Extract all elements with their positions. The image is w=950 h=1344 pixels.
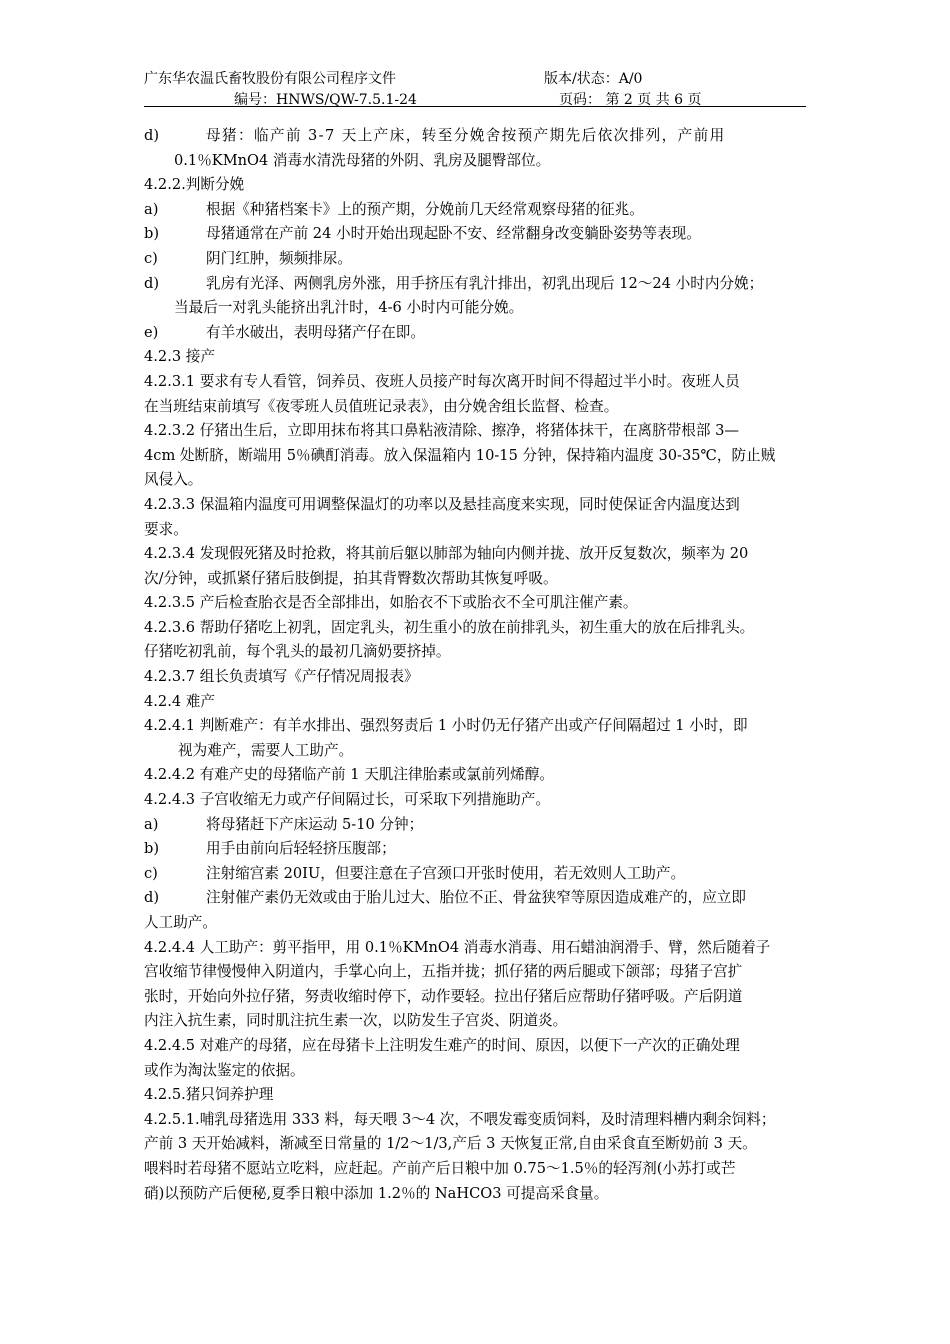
page-number: 页码： 第 2 页 共 6 页 — [559, 92, 702, 108]
text-line — [144, 862, 806, 887]
paragraph-text: 注射缩宫素 20IU，但要注意在子宫颈口开张时使用，若无效则人工助产。 — [206, 864, 686, 882]
paragraph-text: 0.1％KMnO4 消毒水清洗母猪的外阴、乳房及腿臀部位。 — [174, 151, 551, 169]
text-line — [144, 960, 806, 985]
paragraph-text: 用手由前向后轻轻挤压腹部； — [206, 840, 396, 858]
text-line — [144, 198, 806, 223]
paragraph-text: 产前 3 天开始减料，渐减至日常量的 1/2～1/3,产后 3 天恢复正常,自由采食直至断奶前 3 天。 — [144, 1135, 757, 1153]
paragraph-text: 或作为淘汰鉴定的依据。 — [144, 1061, 305, 1079]
text-line — [144, 1034, 806, 1059]
paragraph-text: 次/分钟，或抓紧仔猪后肢倒提，拍其背臀数次帮助其恢复呼吸。 — [144, 569, 558, 587]
paragraph-text: 根据《种猪档案卡》上的预产期，分娩前几天经常观察母猪的征兆。 — [206, 200, 644, 218]
text-line — [144, 542, 806, 567]
paragraph-text: 4.2.4 难产 — [144, 692, 215, 710]
paragraph-text: 4.2.4.5 对难产的母猪，应在母猪卡上注明发生难产的时间、原因，以便下一产次的正确处理 — [144, 1036, 740, 1054]
paragraph-text: 在当班结束前填写《夜零班人员值班记录表》，由分娩舍组长监督、检查。 — [144, 397, 619, 415]
text-line — [144, 1182, 806, 1207]
text-line — [144, 272, 806, 297]
text-line — [144, 837, 806, 862]
paragraph-text: 有羊水破出，表明母猪产仔在即。 — [206, 323, 425, 341]
text-line — [144, 1009, 806, 1034]
text-line — [144, 1083, 806, 1108]
list-item-label: b) — [144, 225, 160, 243]
paragraph-text: 4cm 处断脐，断端用 5％碘酊消毒。放入保温箱内 10-15 分钟，保持箱内温度 30-35℃，防止贼 — [144, 446, 776, 464]
paragraph-text: 喂料时若母猪不愿站立吃料，应赶起。产前产后日粮中加 0.75～1.5％的轻泻剂(小苏打或芒 — [144, 1159, 736, 1177]
text-line — [144, 788, 806, 813]
text-line — [144, 370, 806, 395]
paragraph-text: 内注入抗生素，同时肌注抗生素一次，以防发生子宫炎、阴道炎。 — [144, 1012, 568, 1030]
paragraph-text: 4.2.4.2 有难产史的母猪临产前 1 天肌注律胎素或氯前列烯醇。 — [144, 766, 554, 784]
text-line — [144, 665, 806, 690]
document-code: 编号：HNWS/QW-7.5.1-24 — [234, 92, 417, 108]
paragraph-text: 硝)以预防产后便秘,夏季日粮中添加 1.2％的 NaHCO3 可提高采食量。 — [144, 1184, 609, 1202]
paragraph-text: 4.2.3.7 组长负责填写《产仔情况周报表》 — [144, 668, 419, 686]
paragraph-text: 注射催产素仍无效或由于胎儿过大、胎位不正、骨盆狭窄等原因造成难产的，应立即 — [206, 889, 746, 907]
text-line — [144, 911, 806, 936]
text-line — [144, 395, 806, 420]
text-line — [144, 985, 806, 1010]
paragraph-text: 将母猪赶下产床运动 5-10 分钟； — [206, 815, 424, 833]
text-line — [144, 813, 806, 838]
text-line — [144, 345, 806, 370]
text-line — [144, 640, 806, 665]
paragraph-text: 乳房有光泽、两侧乳房外涨，用手挤压有乳汁排出，初乳出现后 12～24 小时内分娩； — [206, 274, 764, 292]
text-line — [144, 1132, 806, 1157]
paragraph-text: 4.2.3.6 帮助仔猪吃上初乳，固定乳头，初生重小的放在前排乳头，初生重大的放在后排乳头。 — [144, 618, 755, 636]
list-item-label: b) — [144, 840, 160, 858]
paragraph-text: 当最后一对乳头能挤出乳汁时，4-6 小时内可能分娩。 — [174, 299, 524, 317]
list-item-label: e) — [144, 323, 159, 341]
paragraph-text: 4.2.5.猪只饲养护理 — [144, 1086, 274, 1104]
text-line — [144, 714, 806, 739]
paragraph-text: 宫收缩节律慢慢伸入阴道内，手掌心向上，五指并拢；抓仔猪的两后腿或下颌部；母猪子宫扩 — [144, 963, 743, 981]
text-line — [144, 222, 806, 247]
text-line — [144, 321, 806, 346]
document-body — [144, 124, 806, 1206]
paragraph-text: 4.2.2.判断分娩 — [144, 176, 245, 194]
list-item-label: a) — [144, 815, 159, 833]
list-item-label: d) — [144, 274, 160, 292]
paragraph-text: 要求。 — [144, 520, 188, 538]
list-item-label: c) — [144, 864, 158, 882]
paragraph-text: 4.2.4.1 判断难产：有羊水排出、强烈努责后 1 小时仍无仔猪产出或产仔间隔超过 1 小时，即 — [144, 717, 748, 735]
text-line — [144, 149, 806, 174]
paragraph-text: 阴门红肿，频频排尿。 — [206, 249, 352, 267]
paragraph-text: 4.2.5.1.哺乳母猪选用 333 料，每天喂 3～4 次，不喂发霉变质饲料，及时清理料槽内剩余饲料； — [144, 1110, 776, 1128]
paragraph-text: 仔猪吃初乳前，每个乳头的最初几滴奶要挤掉。 — [144, 643, 451, 661]
text-line — [144, 247, 806, 272]
text-line — [144, 493, 806, 518]
text-line — [144, 690, 806, 715]
text-line — [144, 518, 806, 543]
list-item-label: d) — [144, 889, 160, 907]
list-item-label: a) — [144, 200, 159, 218]
text-line — [144, 763, 806, 788]
text-line — [144, 1108, 806, 1133]
header-divider — [144, 106, 806, 107]
text-line — [144, 886, 806, 911]
text-line — [144, 124, 806, 149]
paragraph-text: 4.2.3 接产 — [144, 348, 215, 366]
version-status: 版本/状态：A/0 — [544, 71, 643, 87]
paragraph-text: 4.2.3.5 产后检查胎衣是否全部排出，如胎衣不下或胎衣不全可肌注催产素。 — [144, 594, 638, 612]
text-line — [144, 739, 806, 764]
text-line — [144, 173, 806, 198]
text-line — [144, 616, 806, 641]
company-title: 广东华农温氏畜牧股份有限公司程序文件 — [144, 71, 396, 87]
paragraph-text: 4.2.3.2 仔猪出生后，立即用抹布将其口鼻粘液清除、擦净，将猪体抹干，在离脐带根部 3— — [144, 422, 739, 440]
list-item-label: d) — [144, 127, 160, 144]
text-line — [144, 936, 806, 961]
paragraph-text: 4.2.3.1 要求有专人看管，饲养员、夜班人员接产时每次离开时间不得超过半小时。夜班人员 — [144, 372, 740, 390]
text-line — [144, 468, 806, 493]
text-line — [144, 444, 806, 469]
text-line — [144, 1059, 806, 1084]
text-line — [144, 591, 806, 616]
list-item-label: c) — [144, 249, 158, 267]
paragraph-text: 母猪：临产前 3-7 天上产床，转至分娩舍按预产期先后依次排列，产前用 — [206, 127, 726, 144]
paragraph-text: 视为难产，需要人工助产。 — [178, 741, 354, 759]
text-line — [144, 296, 806, 321]
text-line — [144, 567, 806, 592]
paragraph-text: 4.2.4.3 子宫收缩无力或产仔间隔过长，可采取下列措施助产。 — [144, 791, 550, 809]
paragraph-text: 4.2.3.3 保温箱内温度可用调整保温灯的功率以及悬挂高度来实现，同时使保证舍内温度达到 — [144, 495, 740, 513]
paragraph-text: 风侵入。 — [144, 471, 203, 489]
paragraph-text: 母猪通常在产前 24 小时开始出现起卧不安、经常翻身改变躺卧姿势等表现。 — [206, 225, 701, 243]
text-line — [144, 1157, 806, 1182]
paragraph-text: 张时，开始向外拉仔猪，努责收缩时停下，动作要轻。拉出仔猪后应帮助仔猪呼吸。产后阴道 — [144, 987, 743, 1005]
text-line — [144, 419, 806, 444]
paragraph-text: 4.2.4.4 人工助产：剪平指甲，用 0.1％KMnO4 消毒水消毒、用石蜡油润滑手、臂，然后随着子 — [144, 938, 771, 956]
paragraph-text: 人工助产。 — [144, 914, 217, 931]
paragraph-text: 4.2.3.4 发现假死猪及时抢救，将其前后躯以肺部为轴向内侧并拢、放开反复数次，频率为 20 — [144, 545, 749, 563]
